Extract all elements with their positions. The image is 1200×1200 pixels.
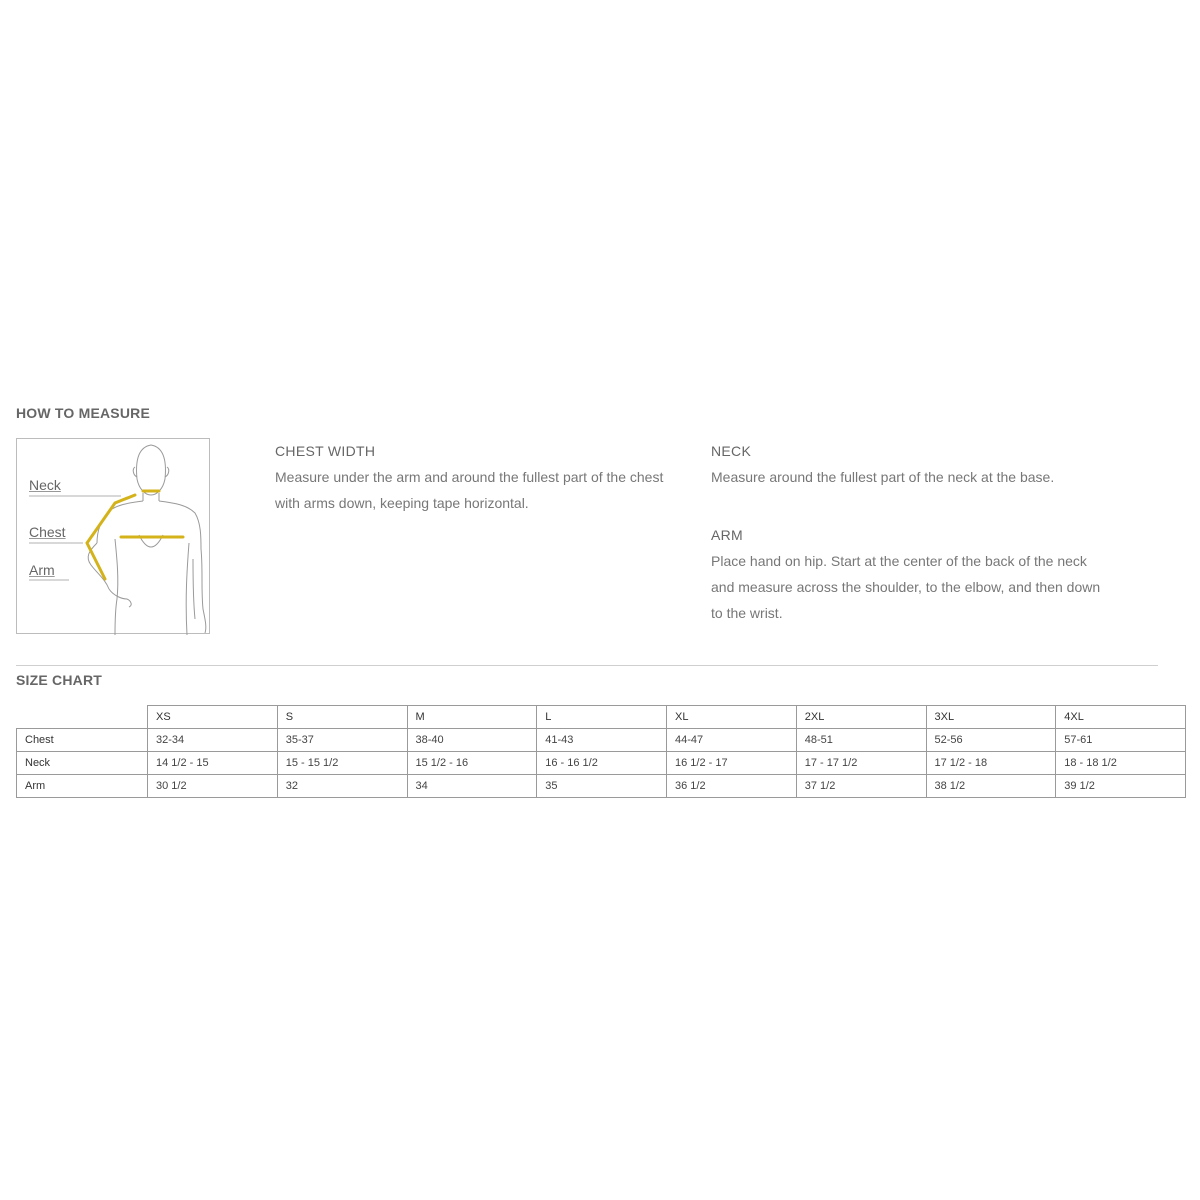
- table-cell: 17 - 17 1/2: [796, 752, 926, 775]
- table-cell: 18 - 18 1/2: [1056, 752, 1186, 775]
- neck-text-line1: Measure around the fullest part of the neck at the base.: [711, 469, 1055, 485]
- table-row-neck: [17, 752, 1186, 775]
- table-cell: 41-43: [537, 729, 667, 752]
- figure-label-chest: Chest: [29, 524, 66, 540]
- chest-width-text-line2: with arms down, keeping tape horizontal.: [275, 495, 529, 511]
- table-cell: 39 1/2: [1056, 775, 1186, 798]
- size-chart-table: [16, 705, 1186, 798]
- row-label-arm: Arm: [17, 775, 148, 798]
- arm-instructions: [711, 522, 1131, 626]
- size-header-xl: XL: [667, 706, 797, 729]
- table-cell: 35: [537, 775, 667, 798]
- table-cell: 38-40: [407, 729, 537, 752]
- table-cell: 52-56: [926, 729, 1056, 752]
- table-cell: 57-61: [1056, 729, 1186, 752]
- size-header-2xl: 2XL: [796, 706, 926, 729]
- neck-instructions: [711, 438, 1131, 490]
- table-cell: 38 1/2: [926, 775, 1056, 798]
- neck-title: NECK: [711, 443, 752, 459]
- table-cell: 14 1/2 - 15: [148, 752, 278, 775]
- size-header-row: [17, 706, 1186, 729]
- arm-text-line1: Place hand on hip. Start at the center of the back of the neck: [711, 553, 1087, 569]
- table-cell: 30 1/2: [148, 775, 278, 798]
- figure-label-neck: Neck: [29, 477, 61, 493]
- arm-text-line3: to the wrist.: [711, 605, 783, 621]
- arm-title: ARM: [711, 527, 744, 543]
- table-cell: 15 1/2 - 16: [407, 752, 537, 775]
- table-cell: 32-34: [148, 729, 278, 752]
- table-row-arm: [17, 775, 1186, 798]
- table-cell: 17 1/2 - 18: [926, 752, 1056, 775]
- size-header-4xl: 4XL: [1056, 706, 1186, 729]
- corner-cell: [17, 706, 148, 729]
- figure-label-arm: Arm: [29, 562, 55, 578]
- how-to-measure-title: HOW TO MEASURE: [16, 405, 150, 421]
- section-divider: [16, 665, 1158, 666]
- size-header-xs: XS: [148, 706, 278, 729]
- measurement-figure: [16, 438, 210, 634]
- chest-width-text-line1: Measure under the arm and around the fullest part of the chest: [275, 469, 664, 485]
- table-cell: 15 - 15 1/2: [277, 752, 407, 775]
- table-cell: 48-51: [796, 729, 926, 752]
- table-cell: 32: [277, 775, 407, 798]
- table-cell: 36 1/2: [667, 775, 797, 798]
- table-cell: 16 1/2 - 17: [667, 752, 797, 775]
- size-header-s: S: [277, 706, 407, 729]
- size-header-3xl: 3XL: [926, 706, 1056, 729]
- table-cell: 16 - 16 1/2: [537, 752, 667, 775]
- table-cell: 35-37: [277, 729, 407, 752]
- table-cell: 44-47: [667, 729, 797, 752]
- size-header-l: L: [537, 706, 667, 729]
- table-cell: 34: [407, 775, 537, 798]
- chest-width-instructions: [275, 438, 695, 516]
- chest-width-title: CHEST WIDTH: [275, 443, 376, 459]
- size-header-m: M: [407, 706, 537, 729]
- arm-text-line2: and measure across the shoulder, to the elbow, and then down: [711, 579, 1101, 595]
- size-chart-title: SIZE CHART: [16, 672, 102, 688]
- row-label-neck: Neck: [17, 752, 148, 775]
- table-cell: 37 1/2: [796, 775, 926, 798]
- row-label-chest: Chest: [17, 729, 148, 752]
- table-row-chest: [17, 729, 1186, 752]
